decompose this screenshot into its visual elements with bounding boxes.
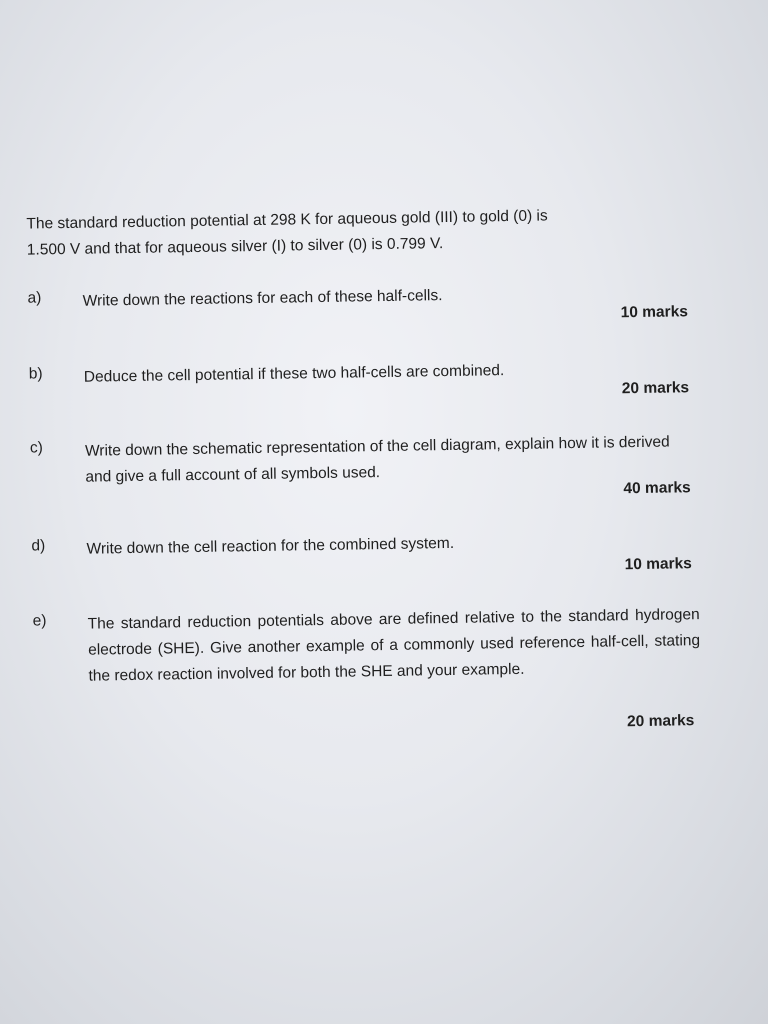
intro-line-1: The standard reduction potential at 298 K for aqueous gold (III) to gold (0) is	[26, 207, 548, 233]
question-d	[31, 527, 692, 587]
question-text: Deduce the cell potential if these two half-cells are combined.	[83, 362, 505, 386]
question-letter: d)	[31, 537, 46, 555]
question-c	[30, 429, 691, 509]
marks-label: 10 marks	[624, 555, 692, 574]
marks-label: 40 marks	[623, 479, 691, 498]
question-a	[27, 279, 688, 339]
question-letter: a)	[27, 289, 42, 307]
question-letter: b)	[28, 365, 43, 383]
question-text: Write down the reactions for each of these half-cells.	[82, 287, 443, 310]
question-letter: c)	[29, 439, 44, 457]
question-text: Write down the schematic representation of the cell diagram, explain how it is derived and give a full account of all symbols used.	[84, 433, 670, 486]
intro-line-2: 1.500 V and that for aqueous silver (I) to silver (0) is 0.799 V.	[26, 235, 444, 259]
marks-label: 10 marks	[620, 303, 689, 322]
question-e	[32, 602, 701, 742]
question-letter: e)	[32, 612, 47, 630]
question-text: Write down the cell reaction for the combined system.	[86, 534, 455, 558]
question-intro	[26, 201, 692, 263]
marks-label: 20 marks	[626, 712, 695, 731]
question-b	[29, 355, 690, 415]
question-text: The standard reduction potentials above are defined relative to the standard hydrogen electrode (SHE). Give another example of a commonly used reference half-cell, stating the redox reaction involved for both the SHE and your example.	[87, 606, 701, 685]
marks-label: 20 marks	[621, 379, 690, 398]
